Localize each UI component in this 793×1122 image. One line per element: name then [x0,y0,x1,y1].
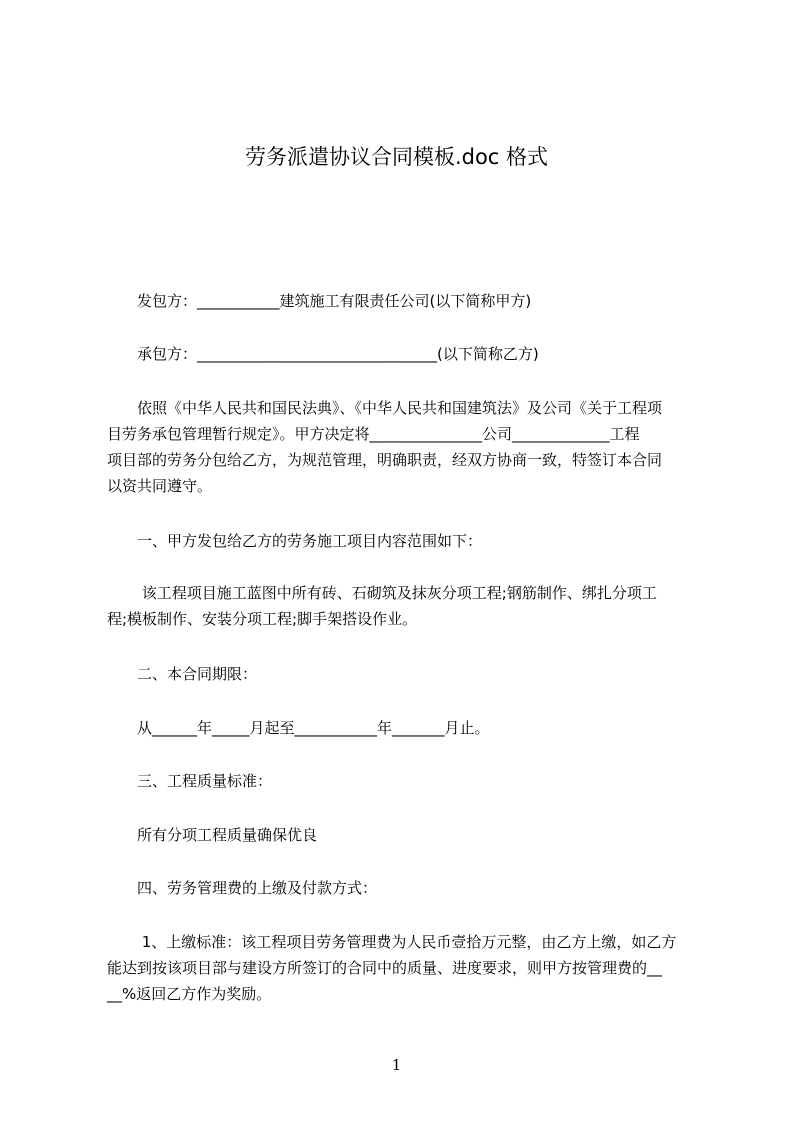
preamble-line-1: 依照《中华人民共和国民法典》、《中华人民共和国建筑法》及公司《关于工程项 [107,399,663,417]
preamble-line-2: 目劳务承包管理暂行规定》。甲方决定将_______________公司_____________工程 [107,425,640,443]
fee-line-3: __%返回乙方作为奖励。 [107,985,272,1003]
fee-line-1: 1、上缴标准：该工程项目劳务管理费为人民币壹拾万元整，由乙方上缴，如乙方 [107,933,677,951]
section-heading-4: 四、劳务管理费的上缴及付款方式： [107,879,378,897]
page-number: 1 [391,1056,402,1074]
party-a-line: 发包方：___________建筑施工有限责任公司(以下简称甲方) [107,292,532,310]
section-heading-2: 二、本合同期限： [107,665,258,683]
quality-line: 所有分项工程质量确保优良 [107,826,318,844]
preamble-line-3: 项目部的劳务分包给乙方，为规范管理，明确职责，经双方协商一致，特签订本合同 [107,451,663,469]
preamble-line-4: 以资共同遵守。 [107,477,213,495]
scope-line-2: 程;模板制作、安装分项工程;脚手架搭设作业。 [107,610,418,628]
section-heading-1: 一、甲方发包给乙方的劳务施工项目内容范围如下： [107,532,483,550]
scope-line-1: 该工程项目施工蓝图中所有砖、石砌筑及抹灰分项工程;钢筋制作、绑扎分项工 [107,584,657,602]
section-heading-3: 三、工程质量标准： [107,772,273,790]
document-title: 劳务派遣协议合同模板.doc 格式 [244,145,549,169]
term-line: 从______年_____月起至___________年_______月止。 [107,719,490,737]
party-b-line: 承包方：________________________________(以下简称乙方) [107,345,539,363]
fee-line-2: 能达到按该项目部与建设方所签订的合同中的质量、进度要求，则甲方按管理费的__ [107,959,663,977]
